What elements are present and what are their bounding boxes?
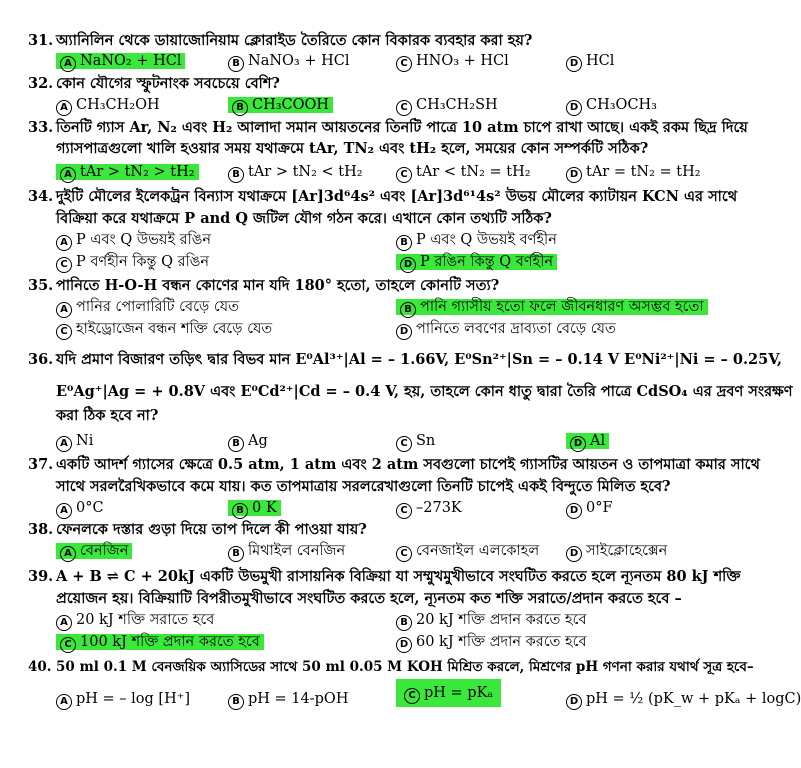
correct-answer-highlight: D P রঙিন কিন্তু Q বর্ণহীন bbox=[396, 254, 557, 270]
question-36-line-2: E⁰Ag⁺|Ag = + 0.8V এবং E⁰Cd²⁺|Cd = – 0.4 V, হয়, তাহলে কোন ধাতু দ্বারা তৈরি পাত্রে CdSO₄ এর দ্রবণ সংরক্ষণ bbox=[56, 383, 793, 400]
correct-answer-highlight: A NaNO₂ + HCl bbox=[56, 53, 185, 69]
question-39-line-2: প্রয়োজন হয়। বিক্রিয়াটি বিপরীতমুখীভাবে সংঘটিত করতে হলে, ন্যূনতম কত শক্তি সরাতে/প্রদান করতে হবে – bbox=[56, 590, 682, 607]
option-39-d[interactable]: D 60 kJ শক্তি প্রদান করতে হবে bbox=[396, 633, 587, 653]
option-32-c[interactable]: C CH₃CH₂SH bbox=[396, 96, 498, 116]
option-40-c[interactable] bbox=[396, 684, 501, 704]
option-35-d[interactable]: D পানিতে লবণের দ্রাব্যতা বেড়ে যেত bbox=[396, 320, 616, 340]
option-37-d[interactable]: D 0°F bbox=[566, 499, 613, 519]
option-38-c[interactable]: C বেনজাইল এলকোহল bbox=[396, 542, 539, 562]
correct-answer-highlight: A tAr > tN₂ > tH₂ bbox=[56, 164, 199, 180]
correct-answer-highlight: B CH₃COOH bbox=[228, 97, 333, 113]
option-31-b[interactable]: B NaNO₃ + HCl bbox=[228, 52, 349, 72]
option-32-a[interactable]: A CH₃CH₂OH bbox=[56, 96, 160, 116]
option-35-a[interactable]: A পানির পোলারিটি বেড়ে যেত bbox=[56, 298, 239, 318]
option-40-a[interactable]: A pH = – log [H⁺] bbox=[56, 690, 190, 710]
option-34-d[interactable] bbox=[396, 253, 557, 273]
option-40-b[interactable]: B pH = 14-pOH bbox=[228, 690, 348, 710]
option-39-b[interactable]: B 20 kJ শক্তি প্রদান করতে হবে bbox=[396, 611, 587, 631]
option-34-c[interactable]: C P বর্ণহীন কিন্তু Q রঙিন bbox=[56, 253, 209, 273]
correct-answer-highlight: C pH = pKₐ bbox=[396, 679, 501, 707]
option-37-c[interactable]: C –273K bbox=[396, 499, 462, 519]
option-34-b[interactable]: B P এবং Q উভয়ই বর্ণহীন bbox=[396, 231, 557, 251]
question-34: 34. দুইটি মৌলের ইলেকট্রন বিন্যাস যথাক্রমে [Ar]3d⁶4s² এবং [Ar]3d⁶¹4s² উভয় মৌলের ক্যাটায়ন KCN এর সাথে bbox=[28, 188, 738, 205]
option-31-a[interactable] bbox=[56, 52, 185, 72]
option-37-a[interactable]: A 0°C bbox=[56, 499, 104, 519]
option-38-b[interactable]: B মিথাইল বেনজিন bbox=[228, 542, 345, 562]
option-32-d[interactable]: D CH₃OCH₃ bbox=[566, 96, 657, 116]
option-33-b[interactable]: B tAr > tN₂ < tH₂ bbox=[228, 163, 363, 183]
question-33: 33. তিনটি গ্যাস Ar, N₂ এবং H₂ আলাদা সমান আয়তনের তিনটি পাত্রে 10 atm চাপে রাখা আছে। একই রকম ছিদ্র দিয়ে bbox=[28, 119, 748, 136]
question-39: 39. A + B ⇌ C + 20kJ একটি উভমুখী রাসায়নিক বিক্রিয়া যা সম্মুখমুখীভাবে সংঘটিত করতে হলে ন্যূনতম 80 kJ শক্তি bbox=[28, 568, 741, 585]
question-40: 40. 50 ml 0.1 M বেনজয়িক অ্যাসিডের সাথে 50 ml 0.05 M KOH মিশ্রিত করলে, মিশ্রণের pH গণনা করার যথার্থ সূত্র হবে– bbox=[28, 659, 754, 675]
option-38-d[interactable]: D সাইক্লোহেক্সেন bbox=[566, 542, 667, 562]
question-35: 35. পানিতে H-O-H বন্ধন কোণের মান যদি 180° হতো, তাহলে কোনটি সত্য? bbox=[28, 277, 500, 294]
option-37-b[interactable] bbox=[228, 499, 281, 519]
question-36: 36. যদি প্রমাণ বিজারণ তড়িৎ দ্বার বিভব মান E⁰Al³⁺|Al = – 1.66V, E⁰Sn²⁺|Sn = – 0.14 V E⁰Ni²⁺|Ni = – 0.25V, bbox=[28, 351, 782, 368]
question-33-line-2: গ্যাসপাত্রগুলো খালি হওয়ার সময় যথাক্রমে tAr, TN₂ এবং tH₂ হলে, সময়ের কোন সম্পর্কটি সঠিক? bbox=[56, 140, 649, 157]
option-39-a[interactable]: A 20 kJ শক্তি সরাতে হবে bbox=[56, 611, 214, 631]
question-36-line-3: করা ঠিক হবে না? bbox=[56, 407, 159, 424]
option-31-d[interactable]: D HCl bbox=[566, 52, 614, 72]
option-35-c[interactable]: C হাইড্রোজেন বন্ধন শক্তি বেড়ে যেত bbox=[56, 320, 272, 340]
option-36-a[interactable]: A Ni bbox=[56, 432, 93, 452]
option-33-c[interactable]: C tAr < tN₂ = tH₂ bbox=[396, 163, 531, 183]
option-32-b[interactable] bbox=[228, 96, 333, 116]
option-39-c[interactable] bbox=[56, 633, 264, 653]
option-36-d[interactable] bbox=[566, 432, 609, 452]
option-36-c[interactable]: C Sn bbox=[396, 432, 435, 452]
option-36-b[interactable]: B Ag bbox=[228, 432, 268, 452]
option-35-b[interactable] bbox=[396, 298, 708, 318]
correct-answer-highlight: A বেনজিন bbox=[56, 543, 132, 559]
correct-answer-highlight: C 100 kJ শক্তি প্রদান করতে হবে bbox=[56, 634, 264, 650]
correct-answer-highlight: B পানি গ্যাসীয় হতো ফলে জীবনধারণ অসম্ভব হতো bbox=[396, 299, 708, 315]
correct-answer-highlight: B 0 K bbox=[228, 500, 281, 516]
option-40-d[interactable]: D pH = ½ (pK_w + pKₐ + logC) bbox=[566, 690, 801, 710]
question-31: 31. অ্যানিলিন থেকে ডায়াজোনিয়াম ক্লোরাইড তৈরিতে কোন বিকারক ব্যবহার করা হয়? bbox=[28, 32, 533, 49]
correct-answer-highlight: D Al bbox=[566, 433, 609, 449]
question-38: 38. ফেনলকে দস্তার গুড়া দিয়ে তাপ দিলে কী পাওয়া যায়? bbox=[28, 521, 367, 538]
question-32: 32. কোন যৌগের স্ফুটনাংক সবচেয়ে বেশি? bbox=[28, 75, 280, 92]
question-37: 37. একটি আদর্শ গ্যাসের ক্ষেত্রে 0.5 atm, 1 atm এবং 2 atm সবগুলো চাপেই গ্যাসটির আয়তন ও তাপমাত্রা কমার সাথে bbox=[28, 456, 760, 473]
question-37-line-2: সাথে সরলরৈখিকভাবে কমে যায়। কত তাপমাত্রায় সরলরেখাগুলো তিনটি চাপেই একই বিন্দুতে মিলিত হবে? bbox=[56, 478, 671, 495]
option-38-a[interactable] bbox=[56, 542, 132, 562]
option-34-a[interactable]: A P এবং Q উভয়ই রঙিন bbox=[56, 231, 211, 251]
option-33-a[interactable] bbox=[56, 163, 199, 183]
option-33-d[interactable]: D tAr = tN₂ = tH₂ bbox=[566, 163, 701, 183]
option-31-c[interactable]: C HNO₃ + HCl bbox=[396, 52, 509, 72]
question-34-line-2: বিক্রিয়া করে যথাক্রমে P and Q জটিল যৌগ গঠন করে। এখানে কোন তথ্যটি সঠিক? bbox=[56, 210, 552, 227]
